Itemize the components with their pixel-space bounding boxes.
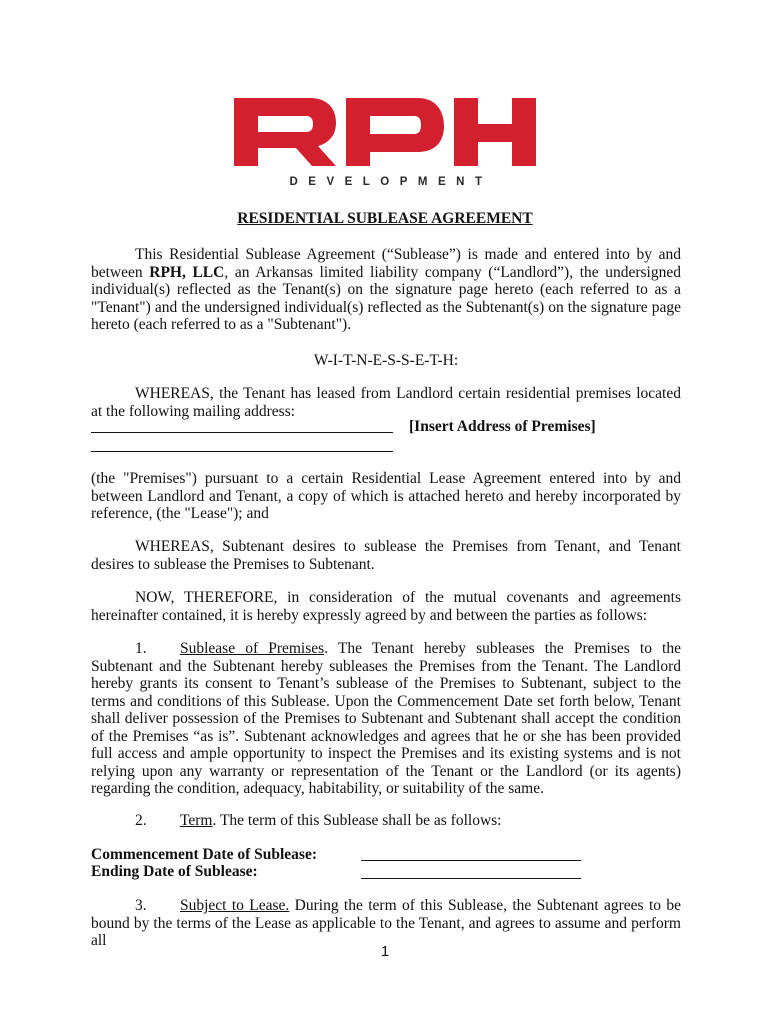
page-number: 1 bbox=[380, 943, 390, 960]
witnesseth-heading: W-I-T-N-E-S-S-E-T-H: bbox=[313, 352, 459, 369]
whereas-paragraph-1 bbox=[91, 385, 681, 420]
company-name: RPH, LLC bbox=[149, 263, 225, 281]
section-1-number: 1. bbox=[135, 640, 147, 657]
whereas-2-text: WHEREAS, Subtenant desires to sublease the Premises from Tenant, and Tenant desires to sublease the Premises to Subtenant. bbox=[91, 538, 681, 573]
address-placeholder: [Insert Address of Premises] bbox=[409, 418, 596, 435]
commencement-date-line[interactable] bbox=[361, 860, 581, 861]
section-2-heading: Term bbox=[180, 812, 213, 829]
intro-text-2: , an Arkansas limited liability company (“Landlord”), the undersigned individual(s) reflected as the Tenant(s) on the signature page hereto (each referred to as a "Tenant") and the undersigned individual(s) reflected as the Subtenant(s) on the signature page hereto (each referred to as a "Subtenant"). bbox=[91, 263, 681, 333]
whereas-1-text: WHEREAS, the Tenant has leased from Landlord certain residential premises located at the following mailing address: bbox=[91, 385, 681, 420]
now-therefore-paragraph bbox=[91, 589, 681, 624]
whereas-paragraph-2 bbox=[91, 538, 681, 573]
section-3 bbox=[91, 897, 681, 950]
ending-date-line[interactable] bbox=[361, 878, 581, 879]
section-3-heading: Subject to Lease. bbox=[180, 897, 290, 914]
ending-date-label: Ending Date of Sublease: bbox=[91, 863, 258, 880]
section-3-number: 3. bbox=[135, 897, 147, 914]
document-title: RESIDENTIAL SUBLEASE AGREEMENT bbox=[237, 210, 533, 227]
section-2-number: 2. bbox=[135, 812, 147, 829]
premises-paragraph: (the "Premises") pursuant to a certain Residential Lease Agreement entered into by and between Landlord and Tenant, a copy of which is attached hereto and hereby incorporated by reference, (the "Lease"); and bbox=[91, 470, 681, 522]
rph-wordmark-logo bbox=[232, 90, 542, 170]
logo-tagline: DEVELOPMENT bbox=[289, 176, 493, 188]
intro-paragraph bbox=[91, 246, 681, 334]
address-line-1[interactable] bbox=[91, 432, 393, 433]
commencement-date-label: Commencement Date of Sublease: bbox=[91, 846, 317, 863]
rph-development-logo bbox=[232, 90, 542, 200]
now-therefore-text: NOW, THEREFORE, in consideration of the mutual covenants and agreements hereinafter contained, it is hereby expressly agreed by and between the parties as follows: bbox=[91, 589, 681, 624]
intro-text-1: This Residential Sublease Agreement (“Sublease”) is made and entered into by and between bbox=[91, 246, 681, 281]
section-1-body: . The Tenant hereby subleases the Premises to the Subtenant and the Subtenant hereby subleases the Premises from the Tenant. The Landlord hereby grants its consent to Tenant’s sublease of the Premises to Subtenant, subject to the terms and conditions of this Sublease. Upon the Commencement Date set forth below, Tenant shall deliver possession of the Premises to Subtenant and Subtenant shall accept the condition of the Premises “as is”. Subtenant acknowledges and agrees that he or she has been provided full access and ample opportunity to inspect the Premises and its existing systems and is not relying upon any warranty or representation of the Tenant or the Landlord (or its agents) regarding the condition, adequacy, habitability, or suitability of the same. bbox=[91, 640, 681, 797]
address-line-2[interactable] bbox=[91, 451, 393, 452]
section-1-heading: Sublease of Premises bbox=[180, 640, 325, 657]
section-2-body: . The term of this Sublease shall be as follows: bbox=[212, 812, 502, 829]
section-1 bbox=[91, 640, 681, 798]
section-3-body: During the term of this Sublease, the Subtenant agrees to be bound by the terms of the Lease as applicable to the Tenant, and agrees to assume and perform all bbox=[91, 897, 681, 949]
section-2 bbox=[91, 812, 681, 830]
